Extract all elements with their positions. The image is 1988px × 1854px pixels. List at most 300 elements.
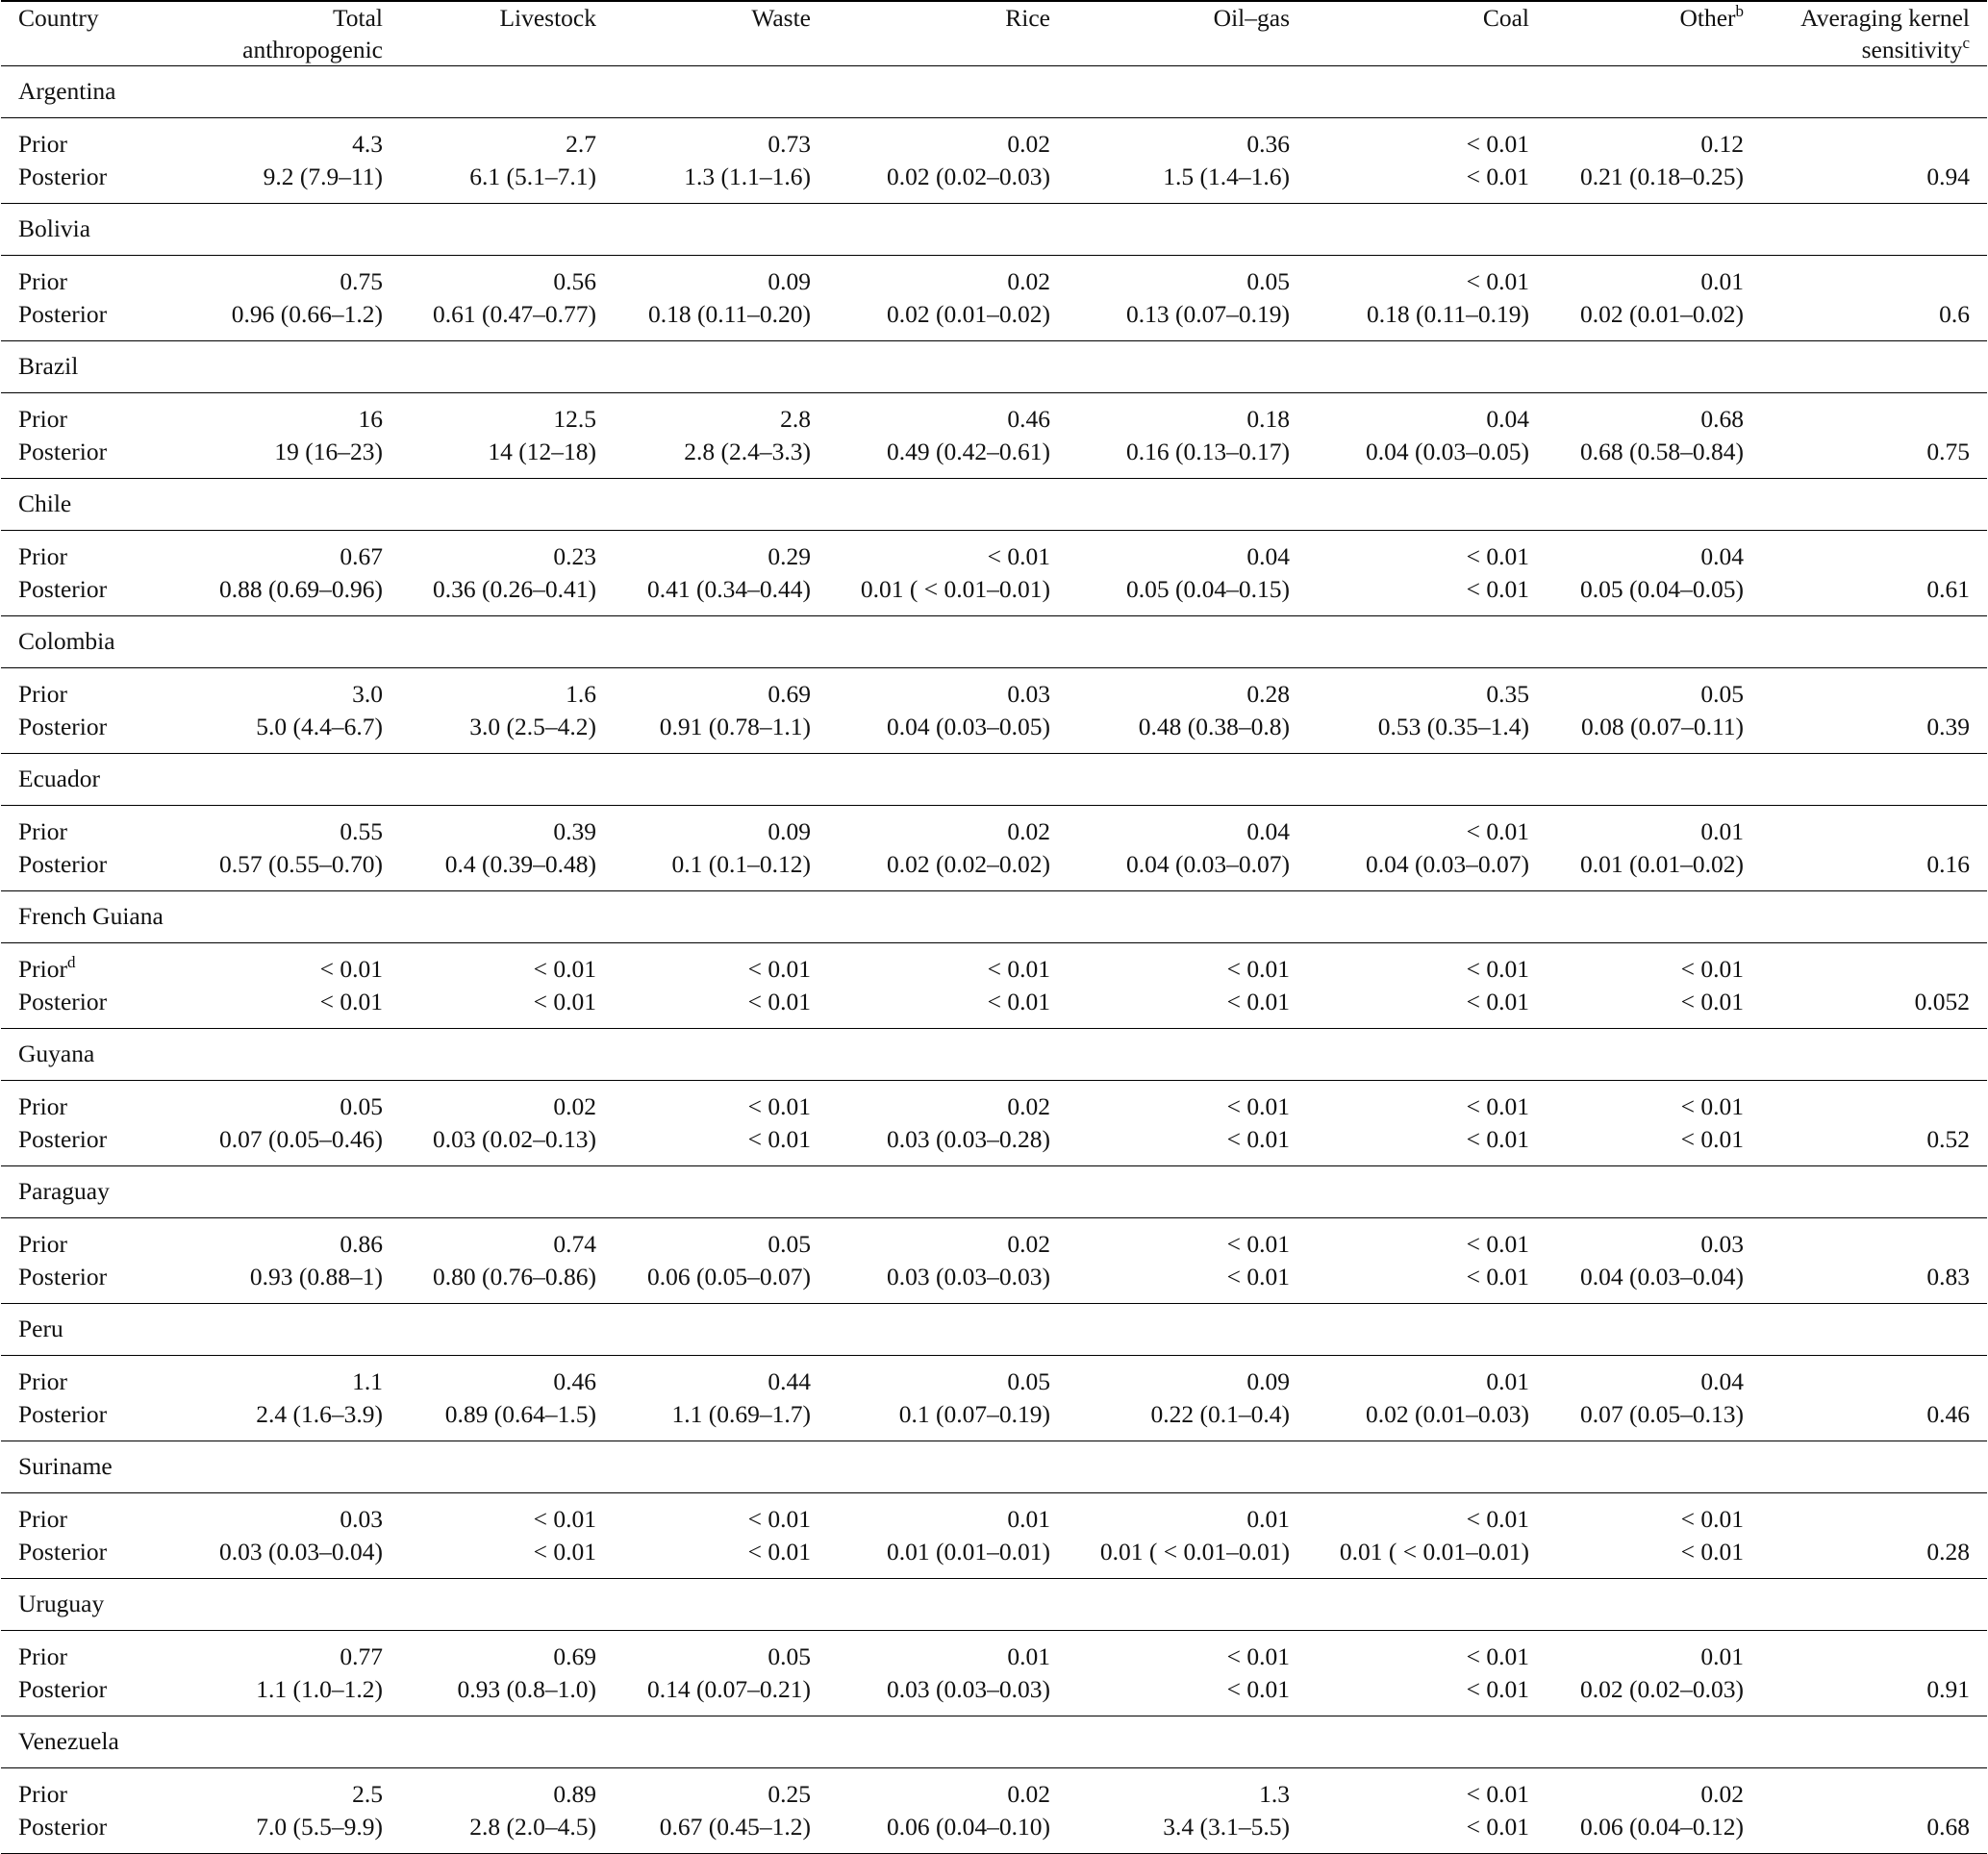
country-name: Argentina	[18, 77, 116, 105]
table-cell: < 0.01	[1466, 955, 1529, 983]
country-name: Chile	[18, 489, 72, 517]
table-cell: 0.68	[1926, 1813, 1970, 1841]
table-cell: 0.09	[1246, 1367, 1290, 1395]
table-cell: 0.02 (0.02–0.02)	[887, 850, 1050, 878]
table-cell: 0.03 (0.02–0.13)	[433, 1125, 596, 1153]
table-cell: 0.05	[768, 1230, 811, 1258]
posterior-label	[1, 1123, 185, 1166]
posterior-row	[1, 161, 1987, 204]
table-cell: 0.73	[768, 130, 811, 158]
table-cell: 0.04 (0.03–0.04)	[1580, 1263, 1744, 1290]
country-group-row	[1, 891, 1987, 943]
table-cell: 0.04 (0.03–0.05)	[887, 713, 1050, 740]
table-cell: < 0.01	[1680, 988, 1744, 1015]
table-cell: 1.6	[566, 680, 596, 708]
table-cell: 0.01 (0.01–0.01)	[887, 1538, 1050, 1566]
table-cell: < 0.01	[747, 988, 811, 1015]
table-cell: < 0.01	[1466, 1230, 1529, 1258]
posterior-label	[1, 1811, 185, 1854]
prior-label-text: Prior	[18, 1642, 67, 1670]
col-header-total-line1: Total	[332, 4, 383, 32]
footnote-marker-d: d	[67, 952, 76, 971]
table-cell: 0.68	[1700, 405, 1744, 433]
table-cell	[1761, 118, 1987, 162]
table-cell: < 0.01	[987, 955, 1050, 983]
table-cell: 0.05	[768, 1642, 811, 1670]
table-cell: < 0.01	[1226, 1642, 1290, 1670]
prior-row	[1, 943, 1987, 987]
table-cell: 6.1 (5.1–7.1)	[469, 163, 596, 190]
table-cell: < 0.01	[1226, 988, 1290, 1015]
table-cell: 0.09	[768, 817, 811, 845]
table-cell: < 0.01	[1226, 1230, 1290, 1258]
table-cell: 0.12	[1700, 130, 1744, 158]
table-cell: 0.02	[1007, 130, 1050, 158]
prior-label	[1, 668, 185, 712]
table-cell: 0.16	[1926, 850, 1970, 878]
country-group-row	[1, 341, 1987, 393]
table-cell: 1.5 (1.4–1.6)	[1163, 163, 1290, 190]
prior-label	[1, 1493, 185, 1537]
table-cell: 0.16 (0.13–0.17)	[1126, 438, 1290, 465]
table-cell: 0.04	[1246, 817, 1290, 845]
country-name: Colombia	[18, 627, 115, 655]
table-cell: 3.0 (2.5–4.2)	[469, 713, 596, 740]
table-cell: 0.04	[1700, 1367, 1744, 1395]
table-cell: 0.04 (0.03–0.07)	[1366, 850, 1529, 878]
table-cell: 0.04 (0.03–0.07)	[1126, 850, 1290, 878]
table-cell: < 0.01	[1680, 1538, 1744, 1566]
table-cell: 0.88 (0.69–0.96)	[219, 575, 383, 603]
table-cell	[1761, 1631, 1987, 1674]
table-cell: 0.93 (0.88–1)	[249, 1263, 383, 1290]
table-cell: 19 (16–23)	[274, 438, 383, 465]
table-cell: < 0.01	[533, 1538, 596, 1566]
posterior-label-text: Posterior	[18, 1263, 108, 1290]
country-name: Uruguay	[18, 1590, 105, 1617]
country-group-row	[1, 1304, 1987, 1356]
table-cell: 0.05 (0.04–0.05)	[1580, 575, 1744, 603]
prior-label-text: Prior	[18, 130, 67, 158]
prior-label	[1, 943, 185, 987]
footnote-marker-c: c	[1962, 33, 1970, 52]
table-cell: 0.36	[1246, 130, 1290, 158]
table-cell: < 0.01	[987, 542, 1050, 570]
table-cell: 0.03	[1700, 1230, 1744, 1258]
prior-label	[1, 393, 185, 437]
table-cell: 0.69	[553, 1642, 596, 1670]
table-cell: < 0.01	[1680, 1505, 1744, 1533]
table-cell: 0.05	[1246, 267, 1290, 295]
prior-label-text: Prior	[18, 1780, 67, 1808]
table-cell: 0.35	[1486, 680, 1529, 708]
table-cell: < 0.01	[1466, 1642, 1529, 1670]
table-cell: 0.09	[768, 267, 811, 295]
prior-row	[1, 118, 1987, 162]
table-cell: 14 (12–18)	[488, 438, 596, 465]
table-cell: 0.89	[553, 1780, 596, 1808]
country-group-row	[1, 1441, 1987, 1493]
col-header-averaging-kernel	[1761, 1, 1987, 66]
posterior-row	[1, 986, 1987, 1029]
col-header-waste: Waste	[751, 4, 811, 32]
table-cell: 0.18 (0.11–0.20)	[647, 300, 811, 328]
table-cell: 0.01 (0.01–0.02)	[1580, 850, 1744, 878]
table-cell: 0.01 ( < 0.01–0.01)	[860, 575, 1050, 603]
col-header-other-label: Other	[1679, 4, 1736, 32]
table-cell: 2.4 (1.6–3.9)	[256, 1400, 383, 1428]
table-cell: < 0.01	[1466, 1092, 1529, 1120]
posterior-label-text: Posterior	[18, 850, 108, 878]
col-header-total-line2: anthropogenic	[242, 36, 383, 63]
country-name: Venezuela	[18, 1727, 119, 1755]
prior-label	[1, 256, 185, 299]
table-cell: 0.21 (0.18–0.25)	[1580, 163, 1744, 190]
table-cell: < 0.01	[1680, 955, 1744, 983]
posterior-label	[1, 161, 185, 204]
posterior-label	[1, 1673, 185, 1716]
col-header-total	[185, 1, 400, 66]
prior-row	[1, 256, 1987, 299]
table-cell: 0.52	[1926, 1125, 1970, 1153]
country-name: Ecuador	[18, 764, 100, 792]
table-cell: 0.06 (0.04–0.12)	[1580, 1813, 1744, 1841]
posterior-row	[1, 298, 1987, 341]
table-cell: 0.02	[1007, 1092, 1050, 1120]
prior-label-text: Prior	[18, 680, 67, 708]
country-name: Bolivia	[18, 214, 91, 242]
col-header-coal: Coal	[1482, 4, 1529, 32]
table-body	[1, 66, 1987, 1854]
prior-label	[1, 1218, 185, 1262]
table-cell: 0.25	[768, 1780, 811, 1808]
table-cell: 0.23	[553, 542, 596, 570]
table-cell: 0.18 (0.11–0.19)	[1366, 300, 1529, 328]
table-cell: 0.46	[1926, 1400, 1970, 1428]
country-name: Guyana	[18, 1040, 95, 1067]
posterior-label-text: Posterior	[18, 575, 108, 603]
footnote-marker-b: b	[1735, 1, 1744, 20]
country-group-row	[1, 1166, 1987, 1218]
col-header-other	[1547, 1, 1761, 66]
table-cell: < 0.01	[1466, 817, 1529, 845]
table-cell	[1761, 1768, 1987, 1812]
table-cell: 0.02 (0.01–0.02)	[1580, 300, 1744, 328]
prior-label	[1, 1631, 185, 1674]
table-cell: 0.02 (0.01–0.02)	[887, 300, 1050, 328]
table-cell: < 0.01	[533, 955, 596, 983]
table-cell: 0.04 (0.03–0.05)	[1366, 438, 1529, 465]
table-cell: 2.5	[352, 1780, 383, 1808]
table-cell: < 0.01	[1466, 1780, 1529, 1808]
country-group-row	[1, 204, 1987, 256]
table-cell: 0.02 (0.02–0.03)	[887, 163, 1050, 190]
table-cell: 0.04	[1246, 542, 1290, 570]
posterior-label-text: Posterior	[18, 713, 108, 740]
table-cell: 0.36 (0.26–0.41)	[433, 575, 596, 603]
table-cell: 1.1 (0.69–1.7)	[671, 1400, 811, 1428]
table-cell: < 0.01	[1680, 1092, 1744, 1120]
table-cell: < 0.01	[1226, 1125, 1290, 1153]
country-group-row	[1, 66, 1987, 118]
posterior-label	[1, 573, 185, 616]
table-cell: 0.61 (0.47–0.77)	[433, 300, 596, 328]
country-group-row	[1, 479, 1987, 531]
country-group-row	[1, 1029, 1987, 1081]
prior-label-text: Prior	[18, 542, 67, 570]
table-cell: 0.05	[1700, 680, 1744, 708]
table-cell: 0.02	[1007, 267, 1050, 295]
table-cell: 0.67	[340, 542, 383, 570]
posterior-row	[1, 573, 1987, 616]
table-cell: 0.14 (0.07–0.21)	[647, 1675, 811, 1703]
table-cell	[1761, 668, 1987, 712]
table-cell: < 0.01	[747, 1505, 811, 1533]
posterior-label	[1, 1261, 185, 1304]
table-cell: < 0.01	[747, 1538, 811, 1566]
table-cell: < 0.01	[533, 1505, 596, 1533]
prior-row	[1, 531, 1987, 574]
table-cell: < 0.01	[1466, 988, 1529, 1015]
table-cell: < 0.01	[1226, 1092, 1290, 1120]
country-name: Peru	[18, 1315, 63, 1342]
posterior-label	[1, 711, 185, 754]
table-cell: 0.07 (0.05–0.13)	[1580, 1400, 1744, 1428]
table-cell: 1.1	[352, 1367, 383, 1395]
posterior-row	[1, 1123, 1987, 1166]
table-cell: 0.28	[1246, 680, 1290, 708]
table-cell: 16	[358, 405, 383, 433]
table-cell: 0.22 (0.1–0.4)	[1150, 1400, 1290, 1428]
table-cell: 1.3 (1.1–1.6)	[684, 163, 811, 190]
table-cell: 0.01	[1246, 1505, 1290, 1533]
table-cell: 0.49 (0.42–0.61)	[887, 438, 1050, 465]
country-group-row	[1, 616, 1987, 668]
table-cell: 3.4 (3.1–5.5)	[1163, 1813, 1290, 1841]
posterior-label-text: Posterior	[18, 163, 108, 190]
country-group-row	[1, 754, 1987, 806]
table-cell	[1761, 943, 1987, 987]
prior-label	[1, 531, 185, 574]
table-cell: 0.68 (0.58–0.84)	[1580, 438, 1744, 465]
country-name: Paraguay	[18, 1177, 110, 1205]
table-cell: 0.03 (0.03–0.04)	[219, 1538, 383, 1566]
table-cell: 0.01	[1007, 1505, 1050, 1533]
table-cell: 0.1 (0.07–0.19)	[898, 1400, 1050, 1428]
posterior-label-text: Posterior	[18, 1675, 108, 1703]
posterior-row	[1, 1673, 1987, 1716]
table-cell: 0.06 (0.04–0.10)	[887, 1813, 1050, 1841]
table-cell: 0.89 (0.64–1.5)	[444, 1400, 596, 1428]
prior-row	[1, 1493, 1987, 1537]
posterior-label	[1, 1398, 185, 1441]
posterior-label	[1, 848, 185, 891]
country-name: Brazil	[18, 352, 79, 380]
table-cell: 0.6	[1939, 300, 1970, 328]
table-cell: 0.83	[1926, 1263, 1970, 1290]
prior-label	[1, 1356, 185, 1399]
table-cell: 0.03 (0.03–0.03)	[887, 1675, 1050, 1703]
table-cell: < 0.01	[1226, 1263, 1290, 1290]
col-header-livestock: Livestock	[499, 4, 596, 32]
table-cell: 0.56	[553, 267, 596, 295]
table-cell: 0.69	[768, 680, 811, 708]
prior-row	[1, 668, 1987, 712]
table-cell: 0.02	[1007, 1780, 1050, 1808]
table-cell	[1761, 256, 1987, 299]
table-cell: 4.3	[352, 130, 383, 158]
table-cell: 0.86	[340, 1230, 383, 1258]
table-cell: 0.39	[553, 817, 596, 845]
prior-label-text: Prior	[18, 405, 67, 433]
table-cell	[1761, 806, 1987, 849]
table-cell: 0.01	[1700, 817, 1744, 845]
table-cell: 0.05	[340, 1092, 383, 1120]
table-cell: 0.02	[1007, 1230, 1050, 1258]
country-name: Suriname	[18, 1452, 113, 1480]
table-cell: 2.7	[566, 130, 596, 158]
posterior-label-text: Posterior	[18, 1400, 108, 1428]
country-name: French Guiana	[18, 902, 164, 930]
table-cell: 0.01	[1007, 1642, 1050, 1670]
table-cell: 0.74	[553, 1230, 596, 1258]
table-cell: 0.77	[340, 1642, 383, 1670]
table-cell: < 0.01	[987, 988, 1050, 1015]
table-cell: 0.01 ( < 0.01–0.01)	[1099, 1538, 1290, 1566]
table-cell: 9.2 (7.9–11)	[263, 163, 383, 190]
table-cell: 0.91	[1926, 1675, 1970, 1703]
posterior-row	[1, 848, 1987, 891]
table-cell: 0.01	[1700, 267, 1744, 295]
col-header-rice: Rice	[1005, 4, 1050, 32]
table-cell: 0.48 (0.38–0.8)	[1138, 713, 1290, 740]
col-header-country: Country	[18, 4, 99, 32]
table-cell: 0.75	[1926, 438, 1970, 465]
table-cell: 0.57 (0.55–0.70)	[219, 850, 383, 878]
table-cell: 0.07 (0.05–0.46)	[219, 1125, 383, 1153]
posterior-row	[1, 1261, 1987, 1304]
table-cell: 0.02	[1007, 817, 1050, 845]
prior-label-text: Prior	[18, 1505, 67, 1533]
table-cell: 1.3	[1259, 1780, 1290, 1808]
table-cell: 0.06 (0.05–0.07)	[647, 1263, 811, 1290]
prior-row	[1, 806, 1987, 849]
table-cell	[1761, 393, 1987, 437]
table-cell: < 0.01	[1466, 575, 1529, 603]
table-cell	[1761, 1218, 1987, 1262]
table-cell: 0.67 (0.45–1.2)	[659, 1813, 811, 1841]
table-cell: < 0.01	[319, 955, 383, 983]
table-cell: 0.91 (0.78–1.1)	[659, 713, 811, 740]
table-cell: 0.41 (0.34–0.44)	[647, 575, 811, 603]
table-cell: 2.8 (2.0–4.5)	[469, 1813, 596, 1841]
posterior-label	[1, 298, 185, 341]
country-group-row	[1, 1716, 1987, 1768]
table-cell: 0.46	[1007, 405, 1050, 433]
table-cell: 0.01	[1700, 1642, 1744, 1670]
table-cell: 0.03	[340, 1505, 383, 1533]
table-cell: 0.052	[1914, 988, 1970, 1015]
prior-row	[1, 1218, 1987, 1262]
table-cell	[1761, 1081, 1987, 1124]
table-cell: 0.44	[768, 1367, 811, 1395]
posterior-row	[1, 436, 1987, 479]
table-cell: 12.5	[553, 405, 596, 433]
table-cell: 0.96 (0.66–1.2)	[231, 300, 383, 328]
table-cell: < 0.01	[1466, 1675, 1529, 1703]
posterior-label-text: Posterior	[18, 988, 108, 1015]
table-cell: 0.05 (0.04–0.15)	[1126, 575, 1290, 603]
table-cell: 0.80 (0.76–0.86)	[433, 1263, 596, 1290]
table-cell	[1761, 531, 1987, 574]
prior-row	[1, 393, 1987, 437]
emissions-table	[1, 0, 1987, 1854]
table-cell: 0.02 (0.02–0.03)	[1580, 1675, 1744, 1703]
table-cell: < 0.01	[1466, 1505, 1529, 1533]
table-cell: < 0.01	[1466, 1263, 1529, 1290]
table-cell: 0.02	[553, 1092, 596, 1120]
table-cell: < 0.01	[1466, 542, 1529, 570]
posterior-label-text: Posterior	[18, 1125, 108, 1153]
table-cell: < 0.01	[1226, 955, 1290, 983]
posterior-label	[1, 986, 185, 1029]
prior-label-text: Prior	[18, 267, 67, 295]
prior-label	[1, 118, 185, 162]
posterior-row	[1, 711, 1987, 754]
table-cell: 0.39	[1926, 713, 1970, 740]
posterior-row	[1, 1811, 1987, 1854]
table-cell: 0.94	[1926, 163, 1970, 190]
posterior-label-text: Posterior	[18, 300, 108, 328]
table-cell: 0.01	[1486, 1367, 1529, 1395]
prior-label	[1, 1081, 185, 1124]
table-cell: < 0.01	[747, 1092, 811, 1120]
table-cell: 0.46	[553, 1367, 596, 1395]
table-cell: 0.04	[1486, 405, 1529, 433]
col-header-ak-line2: sensitivity	[1861, 36, 1963, 63]
posterior-label	[1, 436, 185, 479]
table-cell: 0.02 (0.01–0.03)	[1366, 1400, 1529, 1428]
table-cell: 0.01 ( < 0.01–0.01)	[1339, 1538, 1529, 1566]
posterior-label-text: Posterior	[18, 1538, 108, 1566]
table-cell: 0.03	[1007, 680, 1050, 708]
col-header-ak-line1: Averaging kernel	[1800, 4, 1970, 32]
table-cell: < 0.01	[1466, 267, 1529, 295]
table-cell	[1761, 1493, 1987, 1537]
prior-row	[1, 1356, 1987, 1399]
prior-label	[1, 1768, 185, 1812]
prior-row	[1, 1631, 1987, 1674]
table-cell: 0.55	[340, 817, 383, 845]
table-cell: < 0.01	[1466, 1813, 1529, 1841]
table-cell: < 0.01	[1466, 130, 1529, 158]
table-cell: 0.75	[340, 267, 383, 295]
posterior-label	[1, 1536, 185, 1579]
table-cell: < 0.01	[319, 988, 383, 1015]
table-cell: 0.13 (0.07–0.19)	[1126, 300, 1290, 328]
prior-label	[1, 806, 185, 849]
posterior-label-text: Posterior	[18, 1813, 108, 1841]
table-cell: 0.03 (0.03–0.03)	[887, 1263, 1050, 1290]
prior-row	[1, 1768, 1987, 1812]
table-cell: 1.1 (1.0–1.2)	[256, 1675, 383, 1703]
table-cell: 3.0	[352, 680, 383, 708]
table-cell: 2.8	[780, 405, 811, 433]
prior-label-text: Prior	[18, 817, 67, 845]
table-cell: 2.8 (2.4–3.3)	[684, 438, 811, 465]
table-cell: 0.4 (0.39–0.48)	[444, 850, 596, 878]
table-cell: 0.53 (0.35–1.4)	[1377, 713, 1529, 740]
